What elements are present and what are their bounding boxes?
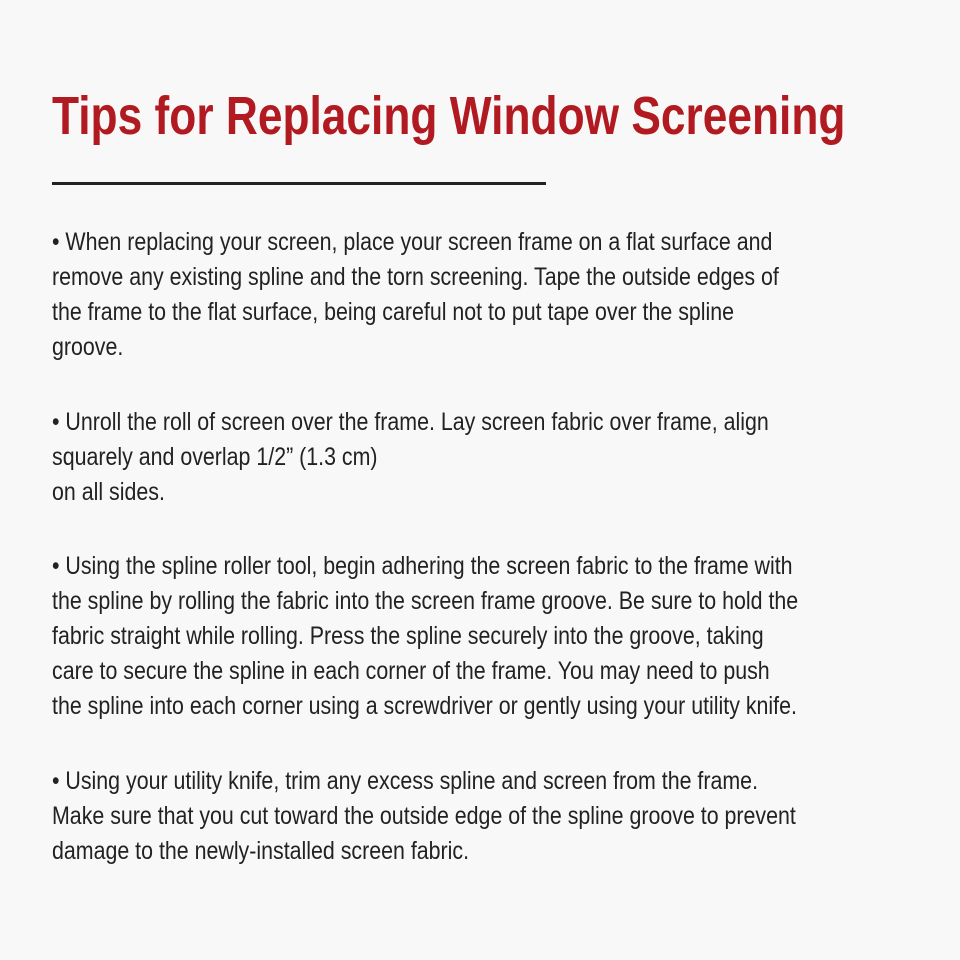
title-divider [52, 182, 546, 185]
text-line: groove. [52, 333, 124, 361]
text-line: the spline into each corner using a screwdriver or gently using your utility knife. [52, 692, 797, 720]
text-line: • Using the spline roller tool, begin adhering the screen fabric to the frame with [52, 552, 793, 580]
text-line: damage to the newly-installed screen fabric. [52, 837, 470, 865]
page-title: Tips for Replacing Window Screening [52, 86, 846, 146]
text-line: the spline by rolling the fabric into the screen frame groove. Be sure to hold the [52, 587, 799, 615]
tip-paragraph-4 [52, 764, 922, 869]
tip-paragraph-2 [52, 405, 890, 510]
text-line: squarely and overlap 1/2” (1.3 cm) [52, 443, 378, 471]
tip-paragraph-3 [52, 549, 925, 724]
text-line: • Using your utility knife, trim any excess spline and screen from the frame. [52, 767, 759, 795]
text-line: • When replacing your screen, place your screen frame on a flat surface and [52, 228, 773, 256]
text-line: remove any existing spline and the torn screening. Tape the outside edges of [52, 263, 779, 291]
text-line: • Unroll the roll of screen over the frame. Lay screen fabric over frame, align [52, 408, 769, 436]
tip-paragraph-1 [52, 225, 902, 365]
text-line: the frame to the flat surface, being careful not to put tape over the spline [52, 298, 735, 326]
text-line: on all sides. [52, 478, 165, 506]
text-line: fabric straight while rolling. Press the spline securely into the groove, taking [52, 622, 764, 650]
text-line: care to secure the spline in each corner of the frame. You may need to push [52, 657, 770, 685]
text-line: Make sure that you cut toward the outside edge of the spline groove to prevent [52, 802, 796, 830]
